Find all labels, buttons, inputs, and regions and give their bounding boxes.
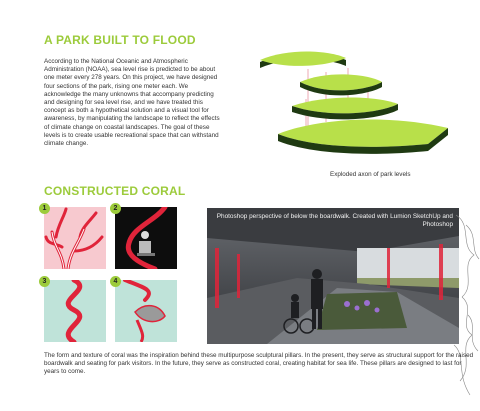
park-level-4 (260, 52, 346, 69)
section-title-park: A PARK BUILT TO FLOOD (44, 33, 196, 47)
intro-paragraph: According to the National Oceanic and Atmospheric Administration (NOAA), sea level rise is predicted to be about one meter every 278 years. On this project, we have designed four sections of the park, rising one meter each. We acknowledge the many unknowns that accompany predicting and designing for sea level rise, and we have treated this concept as both a hypothetical solution and a visual tool for awareness, by manipulating the landscape to reflect the effects of climate change on coastal landscapes. The goal of these levels is to create usable recreational space that can withstand climate change. (44, 58, 220, 148)
exploded-axon-diagram (248, 44, 464, 170)
thumbnail-number-1: 1 (39, 203, 50, 214)
coral-thumbnail-2 (115, 207, 177, 269)
thumbnail-number-3: 3 (39, 276, 50, 287)
park-level-3 (300, 74, 382, 95)
section-title-coral: CONSTRUCTED CORAL (44, 184, 186, 198)
coral-thumbnail-1 (44, 207, 106, 269)
thumbnail-number-2: 2 (110, 203, 121, 214)
render-caption: Photoshop perspective of below the boardwalk. Created with Lumion SketchUp and Photoshop (216, 213, 453, 228)
park-level-1 (278, 119, 448, 153)
thumbnail-number-4: 4 (110, 276, 121, 287)
coral-thumbnail-3 (44, 280, 106, 342)
coral-description-paragraph: The form and texture of coral was the inspiration behind these multipurpose sculptural pillars. In the present, they serve as structural support for the raised boardwalk and seating for park visitors. In the future, they serve as constructed coral, creating habitat for sea life. These pillars are designed to last for years to come. (44, 352, 474, 376)
boardwalk-perspective-render (207, 208, 459, 344)
axon-caption: Exploded axon of park levels (330, 171, 411, 178)
coral-thumbnail-4 (115, 280, 177, 342)
